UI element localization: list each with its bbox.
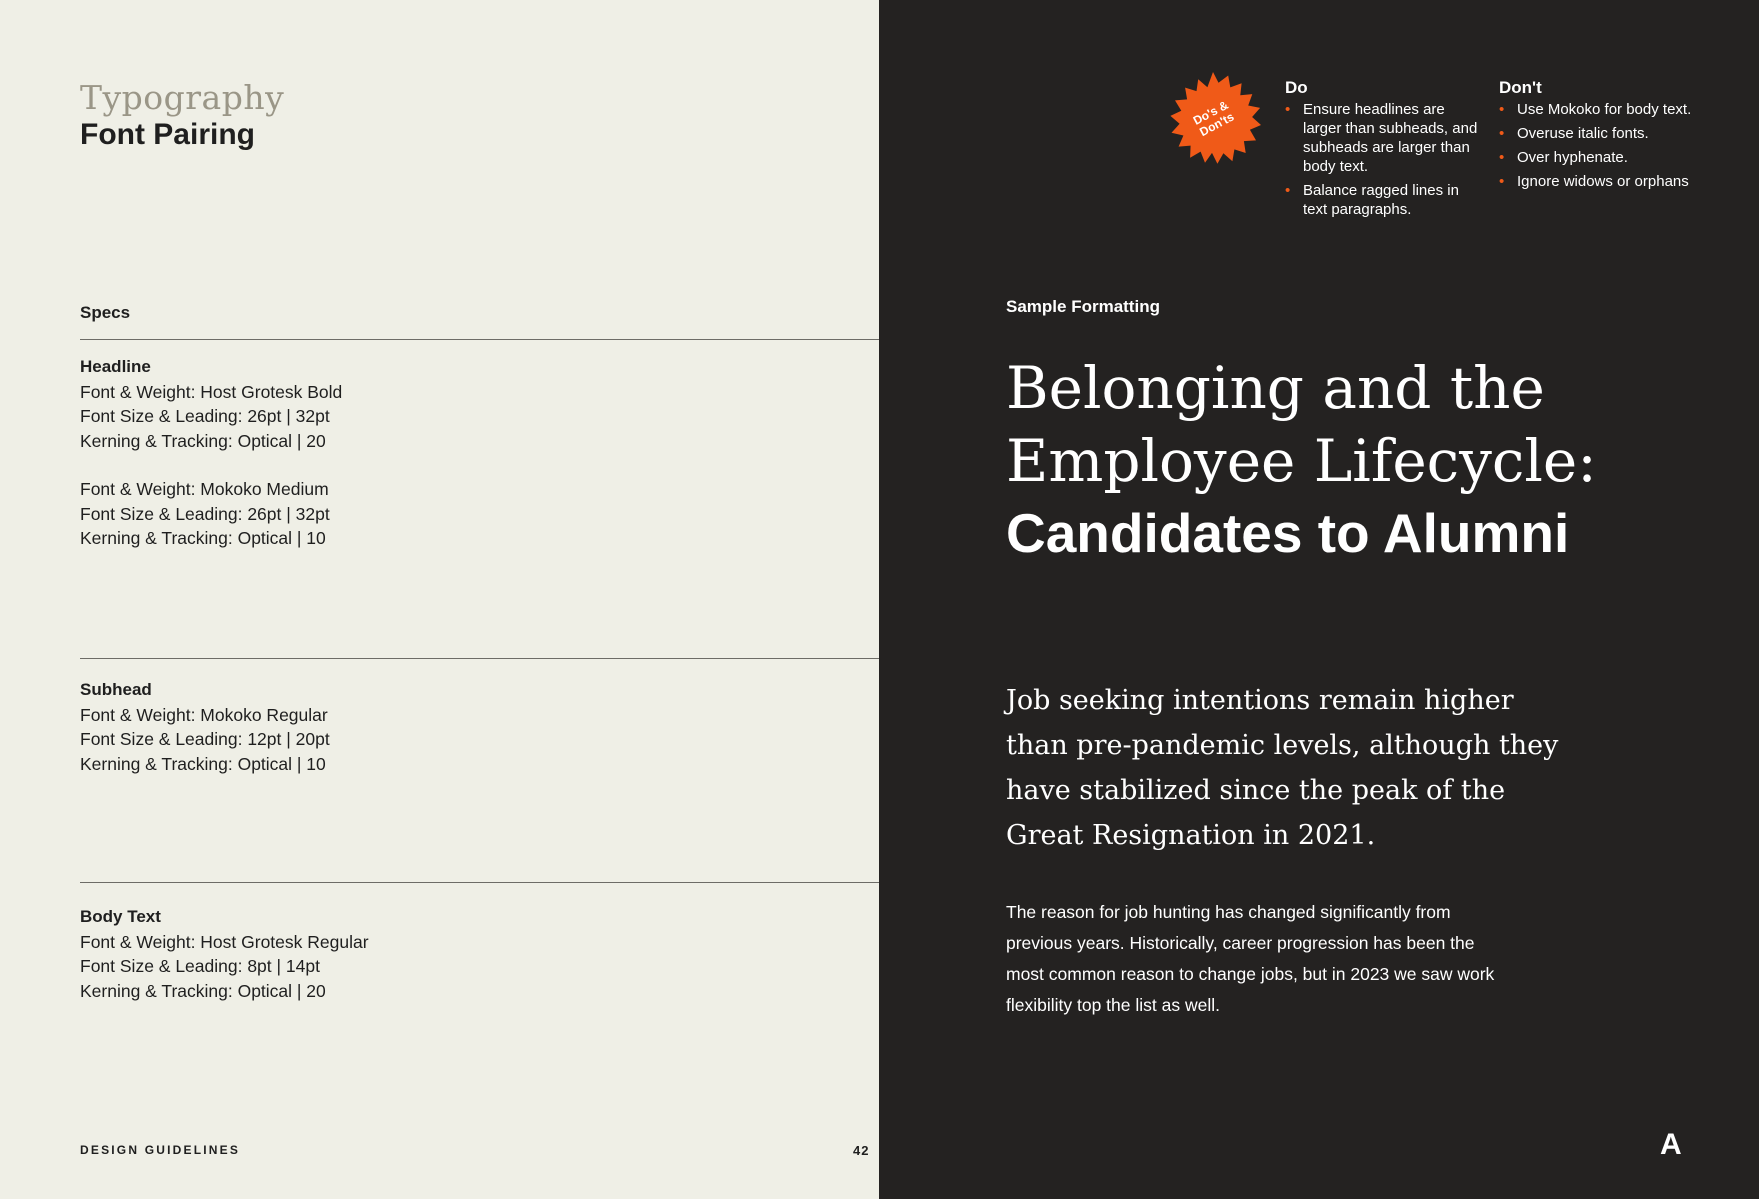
subhead-spec-label: Subhead [80,680,152,699]
do-list [1285,100,1485,219]
bullet-icon: • [1499,149,1505,166]
right-page [879,0,1759,1199]
spec-line: Font Size & Leading: 8pt | 14pt [80,956,320,976]
do-column [1285,78,1485,224]
headline-line: Employee Lifecycle: [1006,427,1597,495]
spec-line: Font & Weight: Mokoko Regular [80,704,328,725]
bullet-icon: • [1499,125,1505,142]
spec-line: Kerning & Tracking: Optical | 20 [80,430,326,451]
list-item: • Overuse italic fonts. [1499,125,1649,142]
footer-title: DESIGN GUIDELINES [80,1143,241,1157]
body-spec [80,905,369,1003]
list-item: • Ensure headlines are larger than subheads, and subheads are larger than body text. [1285,101,1478,175]
headline-spec [80,355,342,551]
bullet-icon: • [1285,101,1291,118]
list-item: • Over hyphenate. [1499,149,1628,166]
body-spec-label: Body Text [80,907,161,926]
page-title: Font Pairing [80,118,255,151]
sample-headline-sans: Candidates to Alumni [1006,502,1570,564]
dont-column [1499,78,1699,196]
bullet-icon: • [1499,101,1505,118]
headline-spec-label: Headline [80,357,151,376]
spec-line: Kerning & Tracking: Optical | 20 [80,980,326,1001]
specs-label: Specs [80,303,131,322]
page-number: 42 [853,1143,870,1158]
list-item: • Ignore widows or orphans [1499,173,1689,190]
sample-body-text: The reason for job hunting has changed significantly from previous years. Historically, career progression has been the most common reason to change jobs, but in 2023 we saw work flexibility top the list as well. [1006,902,1495,1015]
sample-headline-serif [1006,352,1726,498]
dos-donts-badge [1165,72,1261,168]
list-item: • Balance ragged lines in text paragraphs. [1285,182,1459,218]
spec-line: Font Size & Leading: 12pt | 20pt [80,729,330,749]
do-heading: Do [1285,78,1308,97]
spec-line: Font & Weight: Mokoko Medium [80,479,329,499]
bullet-icon: • [1285,182,1291,199]
sample-formatting-label: Sample Formatting [1006,297,1160,316]
headline-line: Belonging and the [1006,354,1545,422]
spec-line: Font & Weight: Host Grotesk Bold [80,381,343,402]
bullet-icon: • [1499,173,1505,190]
spec-line: Kerning & Tracking: Optical | 10 [80,528,326,548]
spec-line: Font Size & Leading: 26pt | 32pt [80,406,330,426]
badge-label: Do's & Don'ts [1190,97,1237,140]
left-page [0,0,879,1199]
sample-subhead: Job seeking intentions remain higher than pre-pandemic levels, although they have stabilized since the peak of the Great Resignation in 2021. [1006,685,1559,851]
list-item: • Use Mokoko for body text. [1499,101,1692,118]
brand-logo: A [1660,1128,1682,1161]
section-title: Typography [80,78,285,117]
spec-line: Font & Weight: Host Grotesk Regular [80,931,369,952]
dont-list [1499,100,1699,191]
dont-heading: Don't [1499,78,1542,97]
spec-line: Font Size & Leading: 26pt | 32pt [80,503,330,524]
subhead-spec [80,678,330,776]
spec-line: Kerning & Tracking: Optical | 10 [80,753,326,774]
